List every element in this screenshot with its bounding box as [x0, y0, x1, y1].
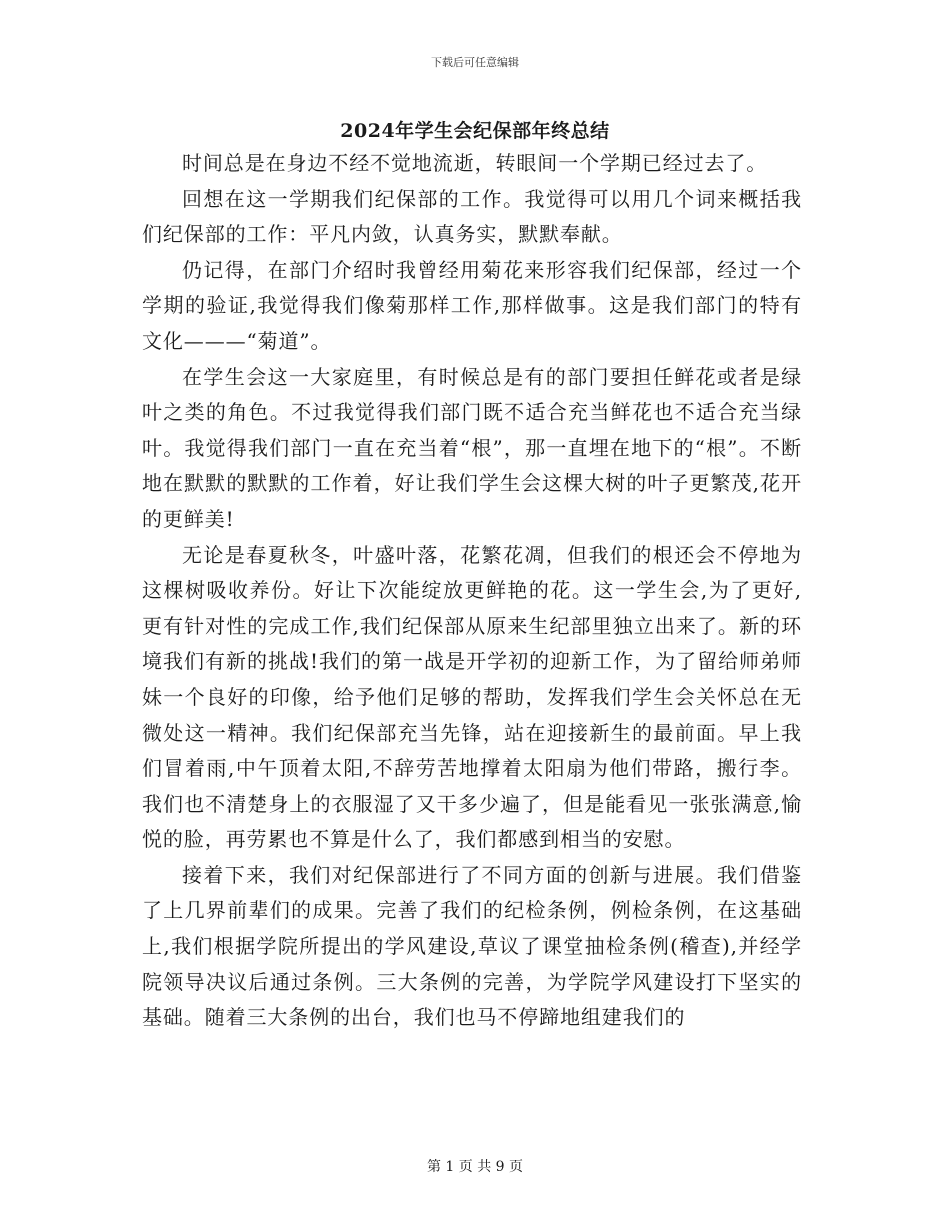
- document-title: 2024年学生会纪保部年终总结: [340, 120, 610, 142]
- page-number: 第 1 页 共 9 页: [426, 1159, 524, 1175]
- page-header-note: 下载后可任意编辑: [431, 56, 519, 69]
- paragraph: 无论是春夏秋冬，叶盛叶落，花繁花凋，但我们的根还会不停地为这棵树吸收养份。好让下次能绽放更鲜艳的花。这一学生会,为了更好,更有针对性的完成工作,我们纪保部从原来生纪部里独立出来了。新的环境我们有新的挑战!我们的第一战是开学初的迎新工作，为了留给师弟师妹一个良好的印像，给予他们足够的帮助，发挥我们学生会关怀总在无微处这一精神。我们纪保部充当先锋，站在迎接新生的最前面。早上我们冒着雨,中午顶着太阳,不辞劳苦地撑着太阳扇为他们带路，搬行李。我们也不清楚身上的衣服湿了又干多少遍了，但是能看见一张张满意,愉悦的脸，再劳累也不算是什么了，我们都感到相当的安慰。: [142, 542, 802, 852]
- paragraph: 在学生会这一大家庭里，有时候总是有的部门要担任鲜花或者是绿叶之类的角色。不过我觉得我们部门既不适合充当鲜花也不适合充当绿叶。我觉得我们部门一直在充当着“根”，那一直埋在地下的“根”。不断地在默默的默默的工作着，好让我们学生会这棵大树的叶子更繁茂,花开的更鲜美!: [142, 364, 802, 531]
- document-body: [142, 146, 802, 1036]
- paragraph: 回想在这一学期我们纪保部的工作。我觉得可以用几个词来概括我们纪保部的工作：平凡内敛，认真务实，默默奉献。: [142, 186, 802, 247]
- paragraph: 仍记得，在部门介绍时我曾经用菊花来形容我们纪保部，经过一个学期的验证,我觉得我们像菊那样工作,那样做事。这是我们部门的特有文化———“菊道”。: [142, 257, 802, 353]
- paragraph: 时间总是在身边不经不觉地流逝，转眼间一个学期已经过去了。: [182, 151, 768, 175]
- paragraph: 接着下来，我们对纪保部进行了不同方面的创新与进展。我们借鉴了上几界前辈们的成果。完善了我们的纪检条例，例检条例，在这基础上,我们根据学院所提出的学风建设,草议了课堂抽检条例(稽查),并经学院领导决议后通过条例。三大条例的完善，为学院学风建设打下坚实的基础。随着三大条例的出台，我们也马不停蹄地组建我们的: [142, 862, 802, 1030]
